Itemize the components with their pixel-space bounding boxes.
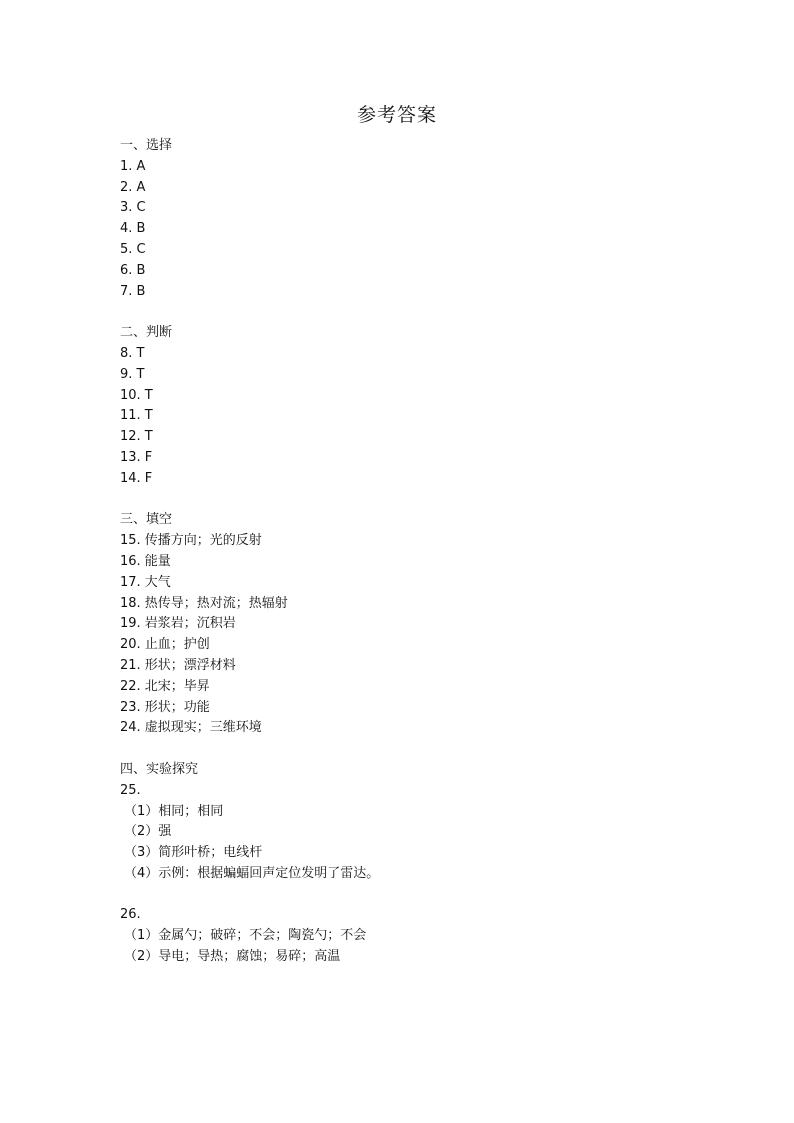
- answer-item: 18. 热传导；热对流；热辐射: [120, 595, 288, 611]
- answer-part: （3）简形叶桥；电线杆: [124, 845, 263, 861]
- answer-item: 21. 形状；漂浮材料: [120, 657, 236, 673]
- answer-item: 20. 止血；护创: [120, 637, 210, 653]
- section-judge: [120, 323, 680, 489]
- answer-item: 1. A: [120, 158, 146, 174]
- answer-part: （2）强: [124, 824, 172, 840]
- answer-item: 12. T: [120, 429, 153, 445]
- section-experiment: [120, 760, 680, 968]
- question-number: 26.: [120, 907, 141, 923]
- answer-item: 8. T: [120, 345, 145, 361]
- section-heading: 二、判断: [120, 325, 173, 341]
- answer-item: 5. C: [120, 241, 146, 257]
- spacer: [120, 490, 680, 511]
- answer-item: 23. 形状；功能: [120, 699, 210, 715]
- answer-item: 24. 虚拟现实；三维环境: [120, 720, 262, 736]
- answer-part: （1）相同；相同: [124, 803, 224, 819]
- answer-item: 4. B: [120, 221, 146, 237]
- spacer: [120, 885, 680, 906]
- answer-item: 22. 北宋；毕昇: [120, 678, 210, 694]
- answer-item: 11. T: [120, 408, 153, 424]
- answer-item: 16. 能量: [120, 553, 171, 569]
- answer-item: 13. F: [120, 449, 153, 465]
- section-fill: [120, 510, 680, 739]
- answer-item: 7. B: [120, 283, 146, 299]
- question-number: 25.: [120, 782, 141, 798]
- spacer: [120, 302, 680, 323]
- answer-item: 14. F: [120, 470, 153, 486]
- section-heading: 四、实验探究: [120, 761, 199, 777]
- answer-item: 9. T: [120, 366, 145, 382]
- section-choice: [120, 136, 680, 302]
- answer-part: （1）金属勺；破碎；不会；陶瓷勺；不会: [124, 928, 367, 944]
- answer-item: 10. T: [120, 387, 153, 403]
- answer-item: 17. 大气: [120, 574, 171, 590]
- answer-item: 3. C: [120, 200, 146, 216]
- answer-item: 6. B: [120, 262, 146, 278]
- section-heading: 一、选择: [120, 138, 173, 153]
- answer-part: （4）示例：根据蝙蝠回声定位发明了雷达。: [124, 865, 380, 881]
- answer-item: 19. 岩浆岩；沉积岩: [120, 616, 236, 632]
- answer-part: （2）导电；导热；腐蚀；易碎；高温: [124, 949, 341, 965]
- answer-item: 15. 传播方向；光的反射: [120, 533, 262, 549]
- answer-item: 2. A: [120, 179, 146, 195]
- spacer: [120, 739, 680, 760]
- answer-content: [120, 136, 680, 968]
- page-title: 参考答案: [356, 104, 437, 126]
- section-heading: 三、填空: [120, 512, 173, 528]
